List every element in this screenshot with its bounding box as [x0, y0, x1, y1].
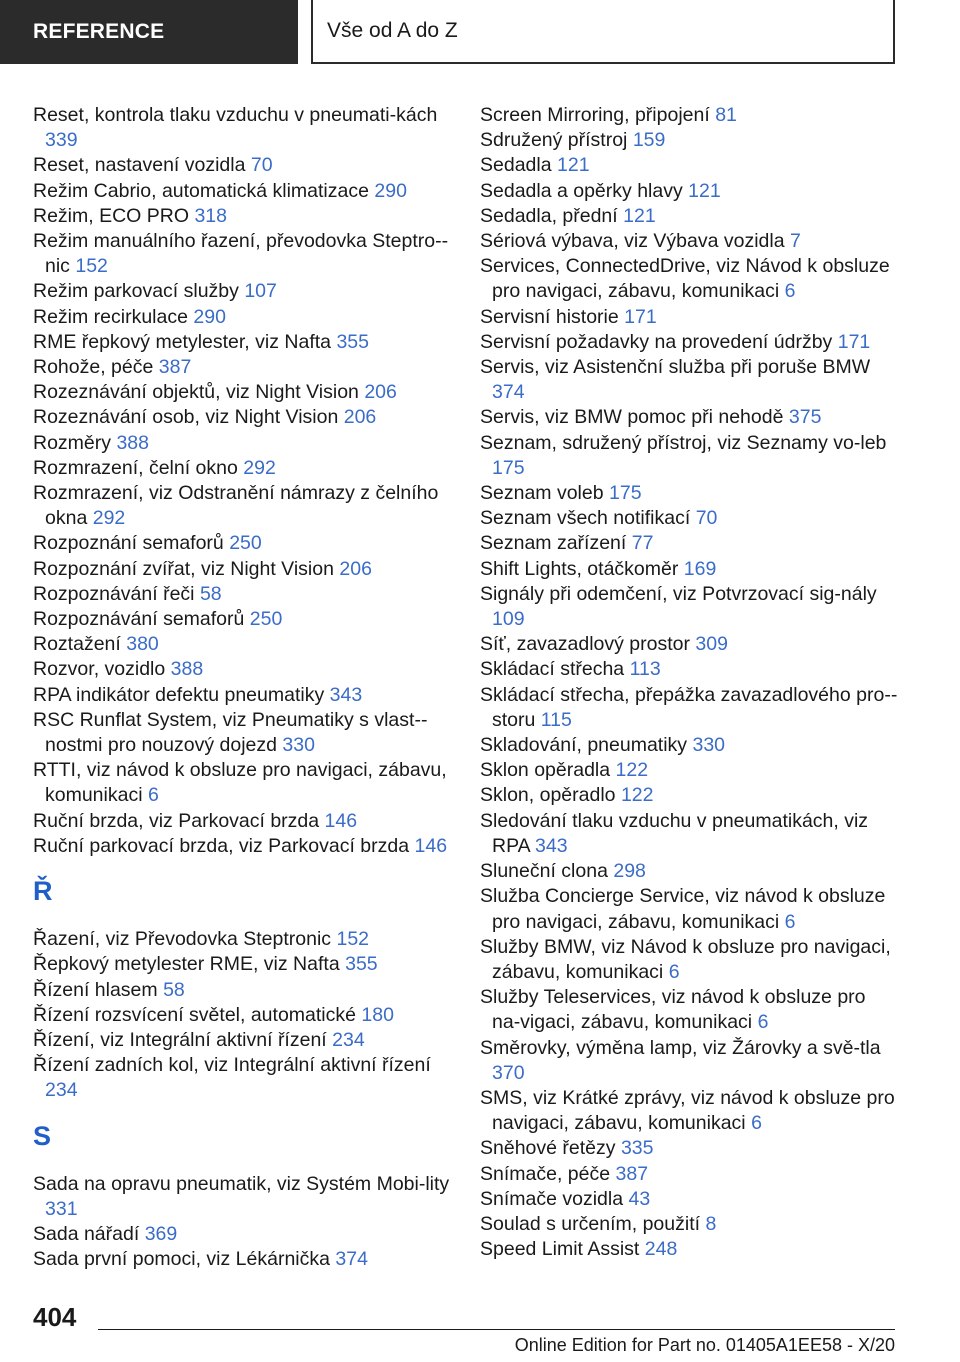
- index-entry-text: Roztažení: [33, 633, 121, 656]
- index-entry-page-link[interactable]: 374: [492, 381, 525, 404]
- index-entry-page-link[interactable]: 7: [790, 230, 801, 253]
- index-entry: [33, 834, 453, 859]
- index-entry: [480, 431, 900, 481]
- index-entry-text: Režim parkovací služby: [33, 280, 239, 303]
- index-entry-text: Služby Teleservices, viz návod k obsluze pro na-vigaci, zábavu, komunikaci: [480, 986, 866, 1034]
- index-entry-page-link[interactable]: 298: [613, 860, 646, 883]
- index-entry: [33, 582, 453, 607]
- index-entry-page-link[interactable]: 109: [492, 608, 525, 631]
- index-entry-page-link[interactable]: 6: [147, 784, 159, 807]
- index-entry-text: Servisní požadavky na provedení údržby: [480, 330, 833, 353]
- index-entry-page-link[interactable]: 380: [126, 633, 159, 656]
- index-entry: [480, 204, 900, 229]
- index-entry-page-link[interactable]: 250: [249, 608, 283, 631]
- index-entry: [480, 985, 900, 1035]
- index-entry-text: Speed Limit Assist: [480, 1238, 640, 1261]
- index-entry-page-link[interactable]: 290: [374, 179, 407, 202]
- index-entry: [33, 978, 453, 1003]
- index-entry-text: Sdružený přístroj: [480, 129, 628, 152]
- index-entry-text: Seznam, sdružený přístroj, viz Seznamy vo-leb: [480, 431, 887, 454]
- index-entry: [33, 557, 453, 582]
- index-entry-page-link[interactable]: 331: [45, 1197, 78, 1220]
- index-entry-text: Sklon, opěradlo: [480, 784, 616, 807]
- index-entry-text: Síť, zavazadlový prostor: [480, 633, 690, 656]
- index-entry: [33, 809, 453, 834]
- index-entry-text: Rozměry: [33, 431, 112, 454]
- index-entry-text: Ruční parkovací brzda, viz Parkovací brzda: [33, 834, 410, 857]
- index-entry-page-link[interactable]: 77: [631, 532, 654, 555]
- index-entry-page-link[interactable]: 355: [345, 953, 378, 976]
- index-entry-text: Řízení, viz Integrální aktivní řízení: [33, 1028, 327, 1051]
- index-entry-page-link[interactable]: 250: [229, 532, 262, 555]
- index-entry: [480, 355, 900, 405]
- index-entry: [33, 1053, 453, 1103]
- index-entry-text: Sada na opravu pneumatik, viz Systém Mobi-lity: [33, 1172, 450, 1195]
- index-entry: [480, 405, 900, 430]
- index-entry: [480, 1036, 900, 1086]
- index-entry-text: Shift Lights, otáčkoměr: [480, 557, 679, 580]
- index-entry: [480, 305, 900, 330]
- index-entry-text: Řízení zadních kol, viz Integrální aktivní řízení: [33, 1054, 431, 1077]
- index-entry-text: Rozmrazení, čelní okno: [33, 456, 238, 479]
- index-entry-text: Rozmrazení, viz Odstranění námrazy z čelního okna: [33, 482, 439, 530]
- index-entry-text: Skládací střecha: [480, 658, 625, 681]
- index-entry: [33, 531, 453, 556]
- index-entry-page-link[interactable]: 387: [158, 356, 192, 379]
- index-entry-page-link[interactable]: 388: [116, 431, 149, 454]
- section-tab: REFERENCE: [0, 0, 298, 64]
- index-entry-page-link[interactable]: 6: [757, 1011, 769, 1034]
- index-entry: [480, 809, 900, 859]
- index-entry-text: Rozpoznání zvířat, viz Night Vision: [33, 557, 334, 580]
- index-entry-page-link[interactable]: 159: [632, 129, 666, 152]
- index-entry-page-link[interactable]: 375: [788, 406, 822, 429]
- index-entry-page-link[interactable]: 152: [336, 928, 370, 951]
- index-entry-text: Rozpoznávání řeči: [33, 582, 195, 605]
- index-entry: [480, 179, 900, 204]
- index-entry: [480, 1162, 900, 1187]
- index-entry-page-link[interactable]: 292: [243, 456, 276, 479]
- index-entry: [33, 305, 453, 330]
- index-entry-text: Signály při odemčení, viz Potvrzovací sig-nály: [480, 582, 877, 605]
- index-entry-text: Reset, kontrola tlaku vzduchu v pneumati-kách: [33, 104, 438, 126]
- index-entry-page-link[interactable]: 146: [324, 809, 358, 832]
- index-entry-text: Řízení hlasem: [33, 978, 158, 1001]
- index-entry: [33, 153, 453, 178]
- index-entry-page-link[interactable]: 171: [624, 305, 657, 328]
- index-entry-text: Sedadla a opěrky hlavy: [480, 179, 683, 202]
- index-entry-text: Řepkový metylester RME, viz Nafta: [33, 953, 340, 976]
- index-entry-text: RTTI, viz návod k obsluze pro navigaci, zábavu, komunikaci: [33, 759, 447, 807]
- index-entry-page-link[interactable]: 369: [144, 1222, 178, 1245]
- index-entry: [480, 657, 900, 682]
- index-entry-page-link[interactable]: 152: [75, 255, 108, 278]
- index-entry-text: Servis, viz Asistenční služba při poruše BMW: [480, 356, 871, 379]
- index-entry: [33, 279, 453, 304]
- index-list-s-continued: [480, 103, 900, 1262]
- chapter-title: Vše od A do Z: [311, 0, 895, 64]
- index-entry-page-link[interactable]: 6: [751, 1112, 762, 1135]
- index-entry-page-link[interactable]: 290: [193, 305, 226, 328]
- index-entry-text: Services, ConnectedDrive, viz Návod k obsluze pro navigaci, zábavu, komunikaci: [480, 255, 890, 303]
- index-entry: [33, 355, 453, 380]
- index-entry-text: Rozpoznání semaforů: [33, 532, 224, 555]
- index-entry-page-link[interactable]: 115: [540, 708, 572, 731]
- index-entry-text: Sněhové řetězy: [480, 1137, 616, 1160]
- index-entry-page-link[interactable]: 206: [343, 406, 377, 429]
- index-entry-text: Soulad s určením, použití: [480, 1212, 701, 1235]
- index-entry-text: Rozvor, vozidlo: [33, 658, 166, 681]
- index-column-left: [33, 103, 453, 1272]
- index-entry-text: Seznam zařízení: [480, 532, 627, 555]
- index-entry: [33, 431, 453, 456]
- index-entry: [480, 330, 900, 355]
- index-entry: [33, 607, 453, 632]
- index-entry: [480, 783, 900, 808]
- index-entry-text: Snímače, péče: [480, 1162, 611, 1185]
- index-entry: [33, 1222, 453, 1247]
- index-entry-page-link[interactable]: 58: [199, 582, 222, 605]
- index-entry: [480, 582, 900, 632]
- index-entry-text: Sluneční clona: [480, 860, 608, 883]
- index-entry-page-link[interactable]: 6: [784, 280, 796, 303]
- index-entry: [480, 481, 900, 506]
- index-entry: [33, 758, 453, 808]
- index-entry-page-link[interactable]: 206: [339, 557, 372, 580]
- index-entry-text: Řízení rozsvícení světel, automatické: [33, 1003, 356, 1026]
- index-entry: [480, 506, 900, 531]
- index-entry-page-link[interactable]: 370: [492, 1061, 525, 1084]
- index-entry: [480, 632, 900, 657]
- index-entry: [33, 927, 453, 952]
- index-entry-page-link[interactable]: 113: [629, 658, 661, 681]
- index-entry-page-link[interactable]: 121: [688, 179, 721, 202]
- index-entry-text: Směrovky, výměna lamp, viz Žárovky a svě-tla: [480, 1036, 881, 1059]
- index-entry-text: Servis, viz BMW pomoc při nehodě: [480, 406, 784, 429]
- index-entry: [33, 683, 453, 708]
- index-entry: [480, 1136, 900, 1161]
- page-header: [0, 0, 960, 66]
- index-entry-page-link[interactable]: 122: [615, 759, 649, 782]
- index-entry-text: Servisní historie: [480, 305, 619, 328]
- index-entry: [480, 1237, 900, 1262]
- index-entry-text: Snímače vozidla: [480, 1187, 624, 1210]
- index-entry: [33, 708, 453, 758]
- index-entry-page-link[interactable]: 70: [695, 507, 718, 530]
- index-entry-page-link[interactable]: 121: [623, 204, 656, 227]
- index-entry-page-link[interactable]: 122: [620, 784, 654, 807]
- index-entry-page-link[interactable]: 343: [329, 683, 363, 706]
- index-entry-page-link[interactable]: 330: [282, 734, 315, 757]
- index-entry: [480, 859, 900, 884]
- index-entry: [480, 1187, 900, 1212]
- index-entry-page-link[interactable]: 8: [705, 1212, 717, 1235]
- index-entry-page-link[interactable]: 206: [364, 381, 397, 404]
- index-entry: [33, 952, 453, 977]
- index-entry-text: Rozeznávání objektů, viz Night Vision: [33, 381, 359, 404]
- index-entry-text: Skladování, pneumatiky: [480, 734, 688, 757]
- index-entry: [480, 733, 900, 758]
- index-entry: [33, 1028, 453, 1053]
- index-entry-page-link[interactable]: 318: [194, 204, 227, 227]
- index-entry: [33, 179, 453, 204]
- index-entry-page-link[interactable]: 70: [250, 154, 273, 177]
- index-entry-text: RSC Runflat System, viz Pneumatiky s vlast-nostmi pro nouzový dojezd: [33, 708, 428, 757]
- index-entry-text: Sada první pomoci, viz Lékárnička: [33, 1248, 330, 1271]
- index-entry: [33, 456, 453, 481]
- index-entry: [480, 153, 900, 178]
- index-entry: [480, 1212, 900, 1237]
- index-entry-text: Režim, ECO PRO: [33, 204, 190, 227]
- index-entry-page-link[interactable]: 6: [784, 910, 796, 933]
- index-entry: [480, 935, 900, 985]
- index-entry: [480, 229, 900, 254]
- index-entry-page-link[interactable]: 355: [336, 330, 369, 353]
- index-letter-r-caron: Ř: [33, 876, 53, 907]
- index-entry-text: Služba Concierge Service, viz návod k obsluze pro navigaci, zábavu, komunikaci: [480, 885, 886, 933]
- index-entry: [480, 758, 900, 783]
- index-entry-text: Sklon opěradla: [480, 759, 611, 782]
- index-entry: [480, 683, 900, 733]
- index-entry: [480, 103, 900, 128]
- index-entry-page-link[interactable]: 343: [535, 834, 568, 857]
- index-column-right: [480, 103, 900, 1262]
- index-entry-page-link[interactable]: 180: [361, 1003, 394, 1026]
- index-entry: [33, 229, 453, 279]
- index-entry: [33, 481, 453, 531]
- index-entry-page-link[interactable]: 169: [683, 557, 717, 580]
- index-list-r: [33, 103, 453, 859]
- index-entry-text: Režim manuálního řazení, převodovka Steptro-nic: [33, 230, 449, 278]
- index-entry: [33, 1172, 453, 1222]
- index-entry-page-link[interactable]: 146: [414, 834, 448, 857]
- index-entry-text: SMS, viz Krátké zprávy, viz návod k obsluze pro navigaci, zábavu, komunikaci: [480, 1086, 895, 1135]
- index-entry-text: Seznam všech notifikací: [480, 507, 691, 530]
- index-entry: [33, 330, 453, 355]
- index-entry-text: Rozpoznávání semaforů: [33, 608, 245, 631]
- index-entry-page-link[interactable]: 81: [715, 104, 737, 126]
- index-entry-text: RME řepkový metylester, viz Nafta: [33, 330, 332, 353]
- index-entry: [33, 103, 453, 153]
- index-entry: [480, 128, 900, 153]
- index-entry-page-link[interactable]: 107: [244, 280, 277, 303]
- index-entry-page-link[interactable]: 6: [668, 960, 680, 983]
- index-entry-text: Sedadla: [480, 154, 552, 177]
- index-entry: [33, 204, 453, 229]
- index-entry: [33, 632, 453, 657]
- page-number: 404: [33, 1302, 77, 1332]
- index-entry-page-link[interactable]: 339: [45, 129, 78, 152]
- index-entry-page-link[interactable]: 330: [692, 734, 726, 757]
- index-entry: [33, 405, 453, 430]
- index-entry: [480, 884, 900, 934]
- index-letter-s: S: [33, 1120, 52, 1151]
- index-entry-page-link[interactable]: 171: [837, 330, 871, 353]
- index-entry: [480, 1086, 900, 1136]
- index-entry-page-link[interactable]: 335: [620, 1137, 654, 1160]
- index-list-s: [33, 1172, 453, 1273]
- index-entry: [480, 531, 900, 556]
- index-entry-page-link[interactable]: 387: [615, 1162, 649, 1185]
- footer-divider: [98, 1329, 895, 1330]
- index-entry-text: Sériová výbava, viz Výbava vozidla: [480, 230, 785, 253]
- index-entry-page-link[interactable]: 292: [92, 507, 126, 530]
- index-entry-text: Screen Mirroring, připojení: [480, 104, 710, 126]
- index-entry: [33, 1247, 453, 1272]
- index-entry: [480, 254, 900, 304]
- footer-edition: Online Edition for Part no. 01405A1EE58 - X/20: [514, 1335, 895, 1355]
- index-entry-text: Sada nářadí: [33, 1222, 140, 1245]
- index-entry-page-link[interactable]: 175: [492, 456, 525, 479]
- index-list-r-caron: [33, 927, 453, 1103]
- index-entry-page-link[interactable]: 58: [163, 978, 185, 1001]
- index-entry-page-link[interactable]: 121: [557, 154, 590, 177]
- index-entry: [33, 1003, 453, 1028]
- index-entry-page-link[interactable]: 175: [609, 482, 642, 505]
- index-entry-text: Režim Cabrio, automatická klimatizace: [33, 179, 369, 202]
- index-entry-text: Služby BMW, viz Návod k obsluze pro navigaci, zábavu, komunikaci: [480, 935, 891, 983]
- index-entry-text: RPA indikátor defektu pneumatiky: [33, 683, 325, 706]
- index-entry-text: Režim recirkulace: [33, 305, 188, 328]
- index-entry-text: Rohože, péče: [33, 356, 154, 379]
- index-entry-text: Skládací střecha, přepážka zavazadlového pro-storu: [480, 683, 898, 731]
- index-entry-text: Reset, nastavení vozidla: [33, 154, 246, 177]
- index-entry-page-link[interactable]: 43: [628, 1187, 651, 1210]
- index-entry-text: Rozeznávání osob, viz Night Vision: [33, 406, 339, 429]
- index-entry-text: Řazení, viz Převodovka Steptronic: [33, 928, 332, 951]
- index-entry: [33, 657, 453, 682]
- index-entry-page-link[interactable]: 374: [335, 1248, 368, 1271]
- index-entry-text: Seznam voleb: [480, 482, 604, 505]
- index-entry-page-link[interactable]: 309: [695, 633, 728, 656]
- index-entry-text: Sedadla, přední: [480, 204, 618, 227]
- index-entry: [33, 380, 453, 405]
- index-entry-page-link[interactable]: 234: [45, 1079, 78, 1102]
- index-entry-page-link[interactable]: 234: [332, 1028, 365, 1051]
- index-entry-text: Ruční brzda, viz Parkovací brzda: [33, 809, 320, 832]
- index-entry-page-link[interactable]: 388: [170, 658, 204, 681]
- index-entry: [480, 557, 900, 582]
- index-entry-page-link[interactable]: 248: [644, 1238, 678, 1261]
- index-entry-text: Sledování tlaku vzduchu v pneumatikách, viz RPA: [480, 809, 869, 857]
